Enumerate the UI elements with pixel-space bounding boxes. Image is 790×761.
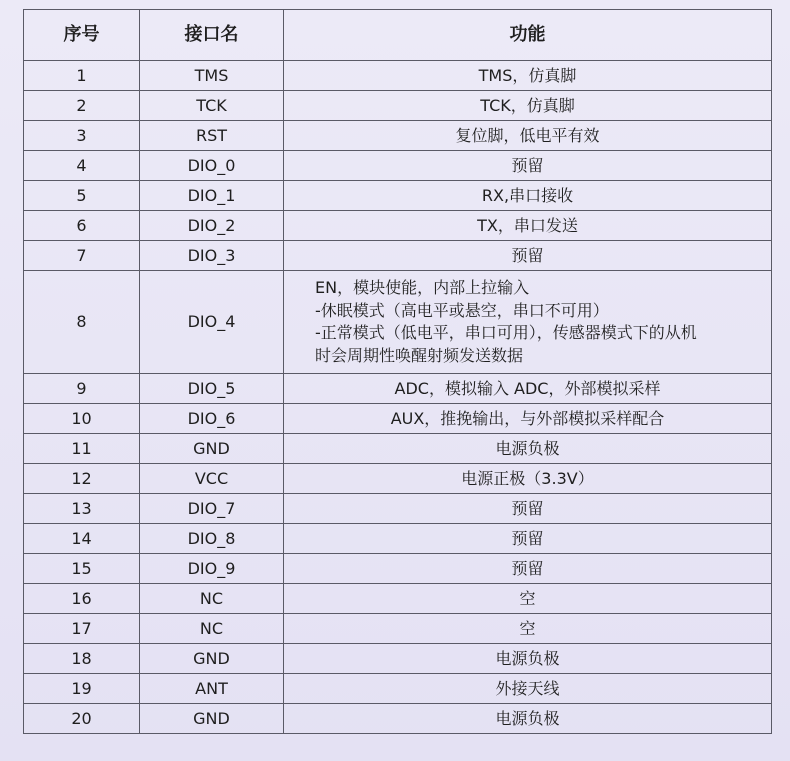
cell-number: 15 [24, 554, 140, 584]
cell-function: TX，串口发送 [284, 211, 772, 241]
cell-number: 18 [24, 644, 140, 674]
cell-function: 预留 [284, 151, 772, 181]
cell-interface-name: DIO_8 [140, 524, 284, 554]
cell-number: 20 [24, 704, 140, 734]
cell-interface-name: RST [140, 121, 284, 151]
table-row [24, 644, 772, 674]
table-row [24, 524, 772, 554]
cell-interface-name: GND [140, 644, 284, 674]
table-row [24, 211, 772, 241]
cell-number: 17 [24, 614, 140, 644]
cell-function: ADC，模拟输入 ADC，外部模拟采样 [284, 374, 772, 404]
cell-function: TMS，仿真脚 [284, 61, 772, 91]
cell-function: 外接天线 [284, 674, 772, 704]
cell-interface-name: DIO_9 [140, 554, 284, 584]
table-row [24, 91, 772, 121]
cell-interface-name: DIO_4 [140, 271, 284, 374]
table-row [24, 434, 772, 464]
cell-function: 电源负极 [284, 644, 772, 674]
cell-function: 电源负极 [284, 704, 772, 734]
cell-number: 6 [24, 211, 140, 241]
cell-interface-name: TCK [140, 91, 284, 121]
cell-function: 预留 [284, 554, 772, 584]
table-row [24, 674, 772, 704]
table-row [24, 271, 772, 374]
table-row [24, 404, 772, 434]
cell-function: AUX，推挽输出，与外部模拟采样配合 [284, 404, 772, 434]
cell-interface-name: DIO_5 [140, 374, 284, 404]
cell-interface-name: DIO_6 [140, 404, 284, 434]
cell-function: 电源负极 [284, 434, 772, 464]
function-line: -休眠模式（高电平或悬空，串口不可用） [315, 300, 609, 320]
table-row [24, 121, 772, 151]
cell-function: 空 [284, 584, 772, 614]
table-row [24, 554, 772, 584]
function-line: -正常模式（低电平，串口可用），传感器模式下的从机 [315, 323, 697, 342]
cell-number: 8 [24, 271, 140, 374]
cell-interface-name: DIO_0 [140, 151, 284, 181]
cell-number: 2 [24, 91, 140, 121]
cell-number: 1 [24, 61, 140, 91]
cell-number: 13 [24, 494, 140, 524]
cell-function: 预留 [284, 494, 772, 524]
cell-interface-name: DIO_1 [140, 181, 284, 211]
table-row [24, 464, 772, 494]
cell-function: 电源正极（3.3V） [284, 464, 772, 494]
cell-number: 14 [24, 524, 140, 554]
table-row [24, 494, 772, 524]
cell-interface-name: VCC [140, 464, 284, 494]
cell-number: 3 [24, 121, 140, 151]
table-row [24, 614, 772, 644]
cell-number: 10 [24, 404, 140, 434]
table-row [24, 151, 772, 181]
function-line: EN，模块使能，内部上拉输入 [315, 278, 530, 297]
header-function: 功能 [284, 10, 772, 61]
cell-number: 12 [24, 464, 140, 494]
cell-number: 4 [24, 151, 140, 181]
table-row [24, 61, 772, 91]
cell-number: 9 [24, 374, 140, 404]
header-row [24, 10, 772, 61]
cell-interface-name: TMS [140, 61, 284, 91]
cell-function: 复位脚，低电平有效 [284, 121, 772, 151]
function-line: 时会周期性唤醒射频发送数据 [315, 345, 524, 365]
cell-interface-name: DIO_3 [140, 241, 284, 271]
table-row [24, 584, 772, 614]
cell-function [284, 271, 772, 374]
cell-number: 11 [24, 434, 140, 464]
cell-function: RX,串口接收 [284, 181, 772, 211]
table-body [24, 61, 772, 734]
cell-interface-name: DIO_7 [140, 494, 284, 524]
cell-interface-name: NC [140, 614, 284, 644]
table-row [24, 704, 772, 734]
cell-number: 5 [24, 181, 140, 211]
table-row [24, 374, 772, 404]
cell-interface-name: DIO_2 [140, 211, 284, 241]
cell-number: 16 [24, 584, 140, 614]
cell-function: 预留 [284, 524, 772, 554]
table-header [24, 10, 772, 61]
cell-function: TCK，仿真脚 [284, 91, 772, 121]
cell-interface-name: GND [140, 434, 284, 464]
cell-number: 19 [24, 674, 140, 704]
header-number: 序号 [24, 10, 140, 61]
cell-function: 预留 [284, 241, 772, 271]
cell-interface-name: ANT [140, 674, 284, 704]
table-row [24, 181, 772, 211]
cell-number: 7 [24, 241, 140, 271]
table-row [24, 241, 772, 271]
header-interface-name: 接口名 [140, 10, 284, 61]
pin-definition-table [23, 9, 772, 734]
cell-interface-name: NC [140, 584, 284, 614]
cell-function: 空 [284, 614, 772, 644]
cell-interface-name: GND [140, 704, 284, 734]
